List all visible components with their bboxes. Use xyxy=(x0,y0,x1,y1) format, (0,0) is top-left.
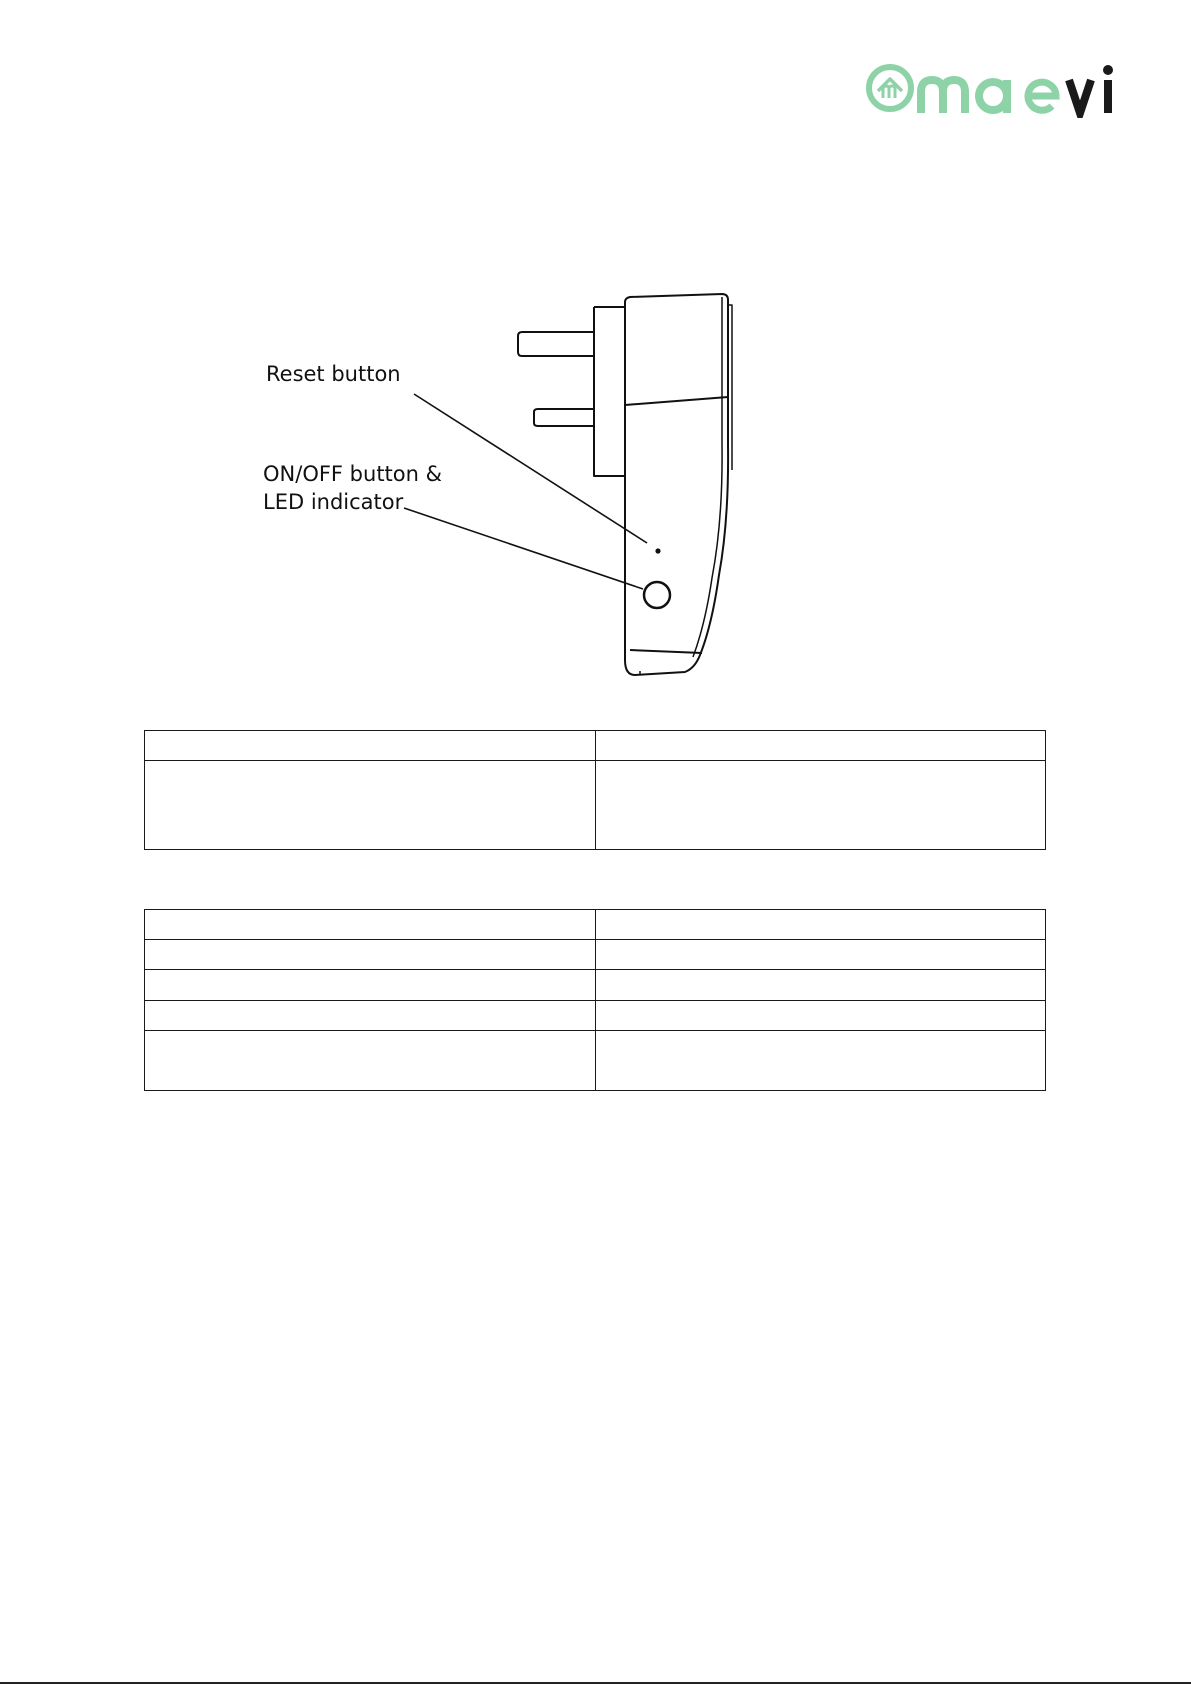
onoff-led-callout xyxy=(263,460,442,516)
table-cell xyxy=(595,761,1046,850)
table-cell xyxy=(145,1001,596,1031)
onoff-callout-line-1: ON/OFF button & xyxy=(263,462,442,486)
upper-prong xyxy=(518,332,594,356)
spec-table-2 xyxy=(144,909,1046,1091)
onoff-callout-line-2: LED indicator xyxy=(263,490,404,514)
onoff-button-circle xyxy=(644,582,670,608)
plug-base xyxy=(594,307,625,476)
reset-button-callout: Reset button xyxy=(266,362,401,386)
lower-prong xyxy=(534,409,594,426)
table-cell xyxy=(595,1031,1046,1091)
table-cell xyxy=(595,731,1046,761)
table-row xyxy=(145,940,1046,970)
table-cell xyxy=(145,940,596,970)
table-row xyxy=(145,1001,1046,1031)
table-cell xyxy=(595,910,1046,940)
table-cell xyxy=(145,910,596,940)
table-row xyxy=(145,731,1046,761)
table-cell xyxy=(595,970,1046,1001)
reset-leader-line xyxy=(414,394,647,543)
page-bottom-rule xyxy=(0,1682,1191,1684)
table-row xyxy=(145,910,1046,940)
table-cell xyxy=(145,731,596,761)
table-cell xyxy=(595,1001,1046,1031)
device-side-view-figure xyxy=(0,0,1191,700)
table-cell xyxy=(145,970,596,1001)
spec-table-1 xyxy=(144,730,1046,850)
table-cell xyxy=(595,940,1046,970)
table-row xyxy=(145,1031,1046,1091)
onoff-leader-line xyxy=(404,508,643,589)
device-body xyxy=(625,294,728,675)
table-cell xyxy=(145,761,596,850)
table-row xyxy=(145,970,1046,1001)
table-row xyxy=(145,761,1046,850)
table-cell xyxy=(145,1031,596,1091)
reset-pinhole xyxy=(655,548,660,553)
